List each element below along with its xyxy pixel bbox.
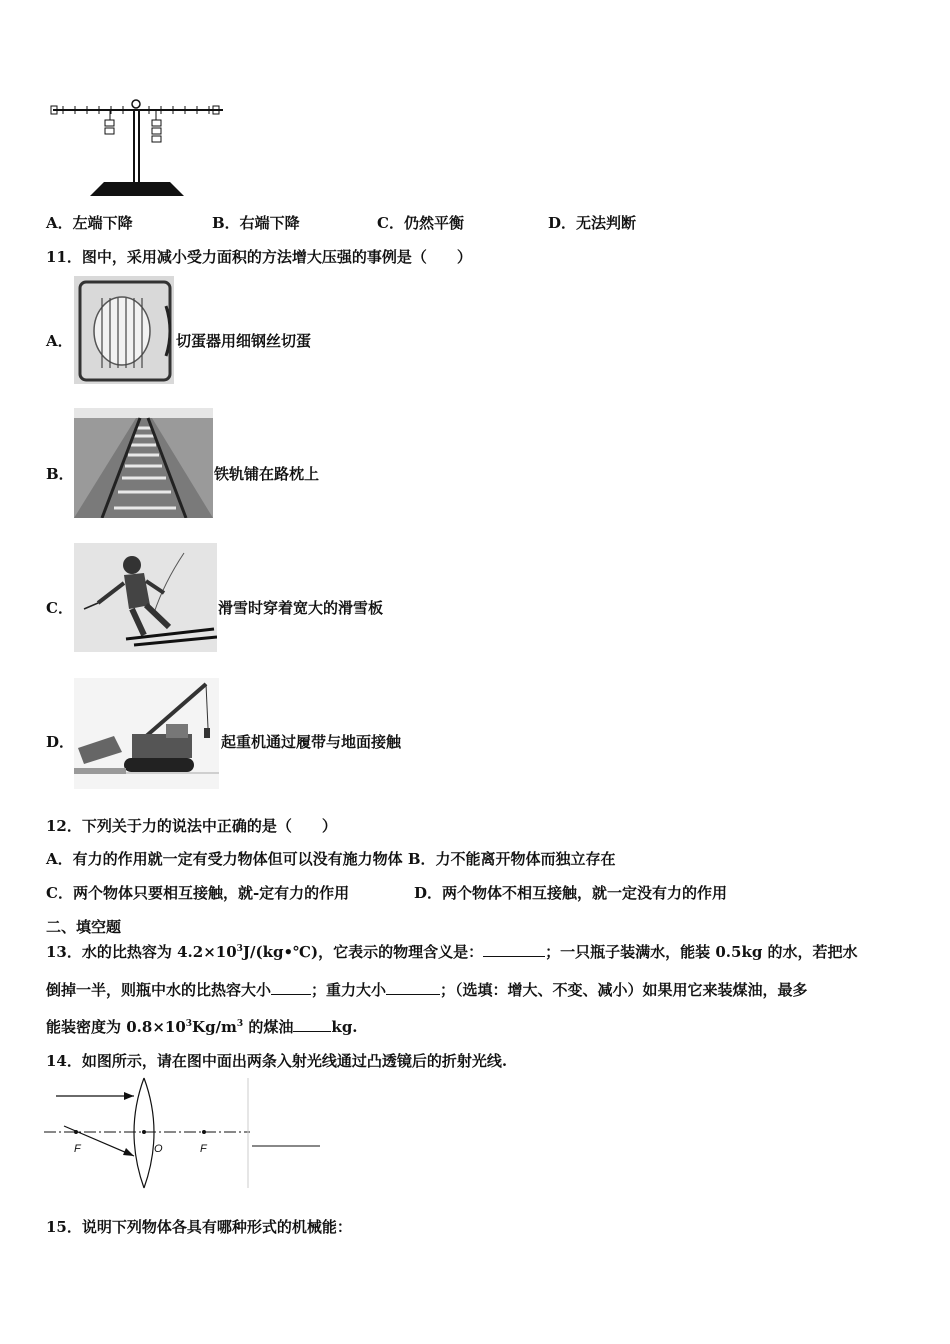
q11-option-b-letter: B．: [46, 465, 74, 483]
q12-option-d: D．两个物体不相互接触，就一定没有力的作用: [414, 884, 728, 902]
q11-option-b-text: 铁轨铺在路枕上: [214, 465, 320, 483]
q11-option-c-letter: C．: [46, 599, 73, 617]
q12-stem: 12．下列关于力的说法中正确的是（ ）: [46, 817, 337, 835]
q10-option-d: D．无法判断: [548, 214, 637, 232]
crane-image: [74, 678, 219, 789]
q10-option-a: A．左端下降: [46, 214, 133, 232]
label-o: O: [154, 1143, 163, 1155]
q11-option-d-text: 起重机通过履带与地面接触: [221, 733, 402, 751]
q13-blank-4[interactable]: [293, 1017, 331, 1032]
q13-line-3: 能装密度为 $0.8\times 10^3Kg/m^3$ 的煤油 kg.: [46, 1018, 358, 1036]
q13-line-1: 13．水的比热容为 $4.2\times 10^3J/(kg•℃)$，它表示的物理含义是： ；一只瓶子装满水，能装 0.5kg 的水，若把水: [46, 943, 858, 961]
q10-option-b: B．右端下降: [212, 214, 300, 232]
q11-option-c-text: 滑雪时穿着宽大的滑雪板: [218, 599, 384, 617]
label-f-right: F: [200, 1143, 207, 1155]
railway-track-image: [74, 408, 213, 518]
q12-option-c: C．两个物体只要相互接触，就-定有力的作用: [46, 884, 350, 902]
q11-stem: 11．图中，采用减小受力面积的方法增大压强的事例是（ ）: [46, 248, 472, 266]
section-title: 二、填空题: [46, 918, 122, 936]
q11-option-a-letter: A．: [46, 332, 73, 350]
q13-blank-2[interactable]: [271, 980, 311, 995]
q13-blank-1[interactable]: [483, 942, 545, 957]
label-f-left: F: [74, 1143, 81, 1155]
q13-blank-3[interactable]: [386, 980, 440, 995]
q10-option-c: C．仍然平衡: [377, 214, 464, 232]
q13-line-2: 倒掉一半，则瓶中水的比热容大小 ；重力大小 ；（选填：增大、不变、减小）如果用它来装煤油，最多: [46, 981, 808, 999]
q12-options-ab: A．有力的作用就一定有受力物体但可以没有施力物体 B．力不能离开物体而独立存在: [46, 850, 616, 868]
q15-stem: 15．说明下列物体各具有哪种形式的机械能：: [46, 1218, 352, 1236]
egg-slicer-image: [74, 276, 174, 384]
lever-balance-figure: [48, 98, 228, 200]
q11-option-d-letter: D．: [46, 733, 75, 751]
q11-option-a-text: 切蛋器用细钢丝切蛋: [176, 332, 312, 350]
skier-image: [74, 543, 217, 652]
q14-stem: 14．如图所示，请在图中面出两条入射光线通过凸透镜后的折射光线.: [46, 1052, 508, 1070]
convex-lens-figure: [44, 1076, 324, 1190]
